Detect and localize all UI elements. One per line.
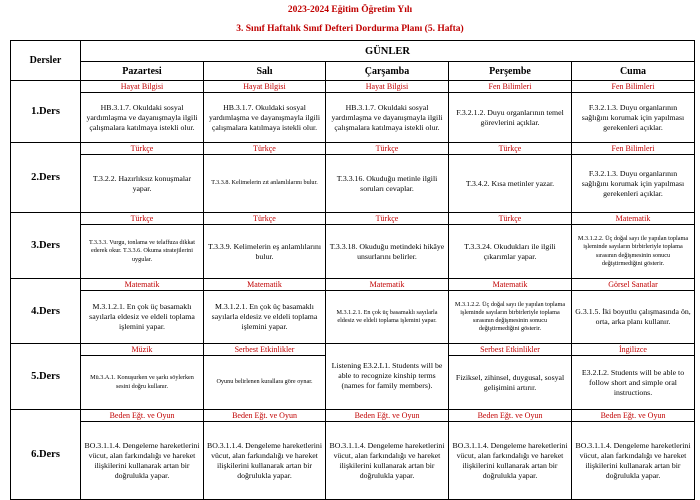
lesson-label: 4.Ders — [11, 279, 81, 344]
subject-label: Beden Eğt. ve Oyun — [572, 410, 694, 422]
plan-cell — [204, 410, 326, 500]
objective-text: BO.3.1.1.4. Dengeleme hareketlerini vücut, alan farkındalığı ve hareket ilişkilerini kullanarak artan bir doğrulukla yapar. — [575, 440, 691, 480]
day-header-thursday: Perşembe — [449, 62, 572, 81]
lesson-label: 1.Ders — [11, 81, 81, 143]
subject-label: Beden Eğt. ve Oyun — [204, 410, 325, 422]
document-title: 2023-2024 Eğitim Öğretim Yılı — [287, 5, 413, 15]
subject-label: Beden Eğt. ve Oyun — [326, 410, 448, 422]
header-row-gunler — [11, 41, 695, 62]
header-row-days — [11, 62, 695, 81]
subject-label: Fen Bilimleri — [449, 81, 571, 93]
lesson-row — [11, 143, 695, 213]
header-gunler: GÜNLER — [81, 41, 695, 62]
plan-cell — [326, 279, 449, 344]
subject-label: Görsel Sanatlar — [572, 279, 694, 291]
objective-text: Mü.3.A.1. Konuşurken ve şarkı söylerken sesini doğru kullanır. — [90, 374, 194, 390]
subject-label: Fen Bilimleri — [572, 81, 694, 93]
subject-label: Matematik — [204, 279, 325, 291]
objective-text: T.3.3.24. Okudukları ile ilgili çıkarımlar yapar. — [464, 241, 556, 261]
subject-label: Müzik — [81, 344, 203, 356]
objective-text: Oyunu belirlenen kurallara göre oynar. — [216, 378, 313, 386]
objective-text: G.3.1.5. İki boyutlu çalışmasında ön, orta, arka planı kullanır. — [575, 307, 691, 326]
objective-text: BO.3.1.1.4. Dengeleme hareketlerini vücut, alan farkındalığı ve hareket ilişkilerini kullanarak artan bir doğrulukla yapar. — [207, 440, 322, 480]
objective-text: T.3.3.3. Vurgu, tonlama ve telaffuza dikkat ederek okur. T.3.3.6. Okuma stratejilerini uygular. — [88, 239, 196, 263]
subject-label: Hayat Bilgisi — [204, 81, 325, 93]
objective-text: E3.2.L2. Students will be able to follow short and simple oral instructions. — [581, 367, 685, 397]
plan-cell — [204, 279, 326, 344]
objective-text: M.3.1.2.1. En çok üç basamaklı sayılarla eldesiz ve eldeli toplama işlemini yapar. — [211, 302, 318, 331]
objective-text: T.3.4.2. Kısa metinler yazar. — [465, 178, 555, 188]
objective-text: M.3.1.2.2. Üç doğal sayı ile yapılan toplama işleminde sayıların birbirleriyle toplama sırasının değişmesinin sonucu değiştirmediğini gösterir. — [577, 235, 689, 267]
lesson-row — [11, 344, 695, 410]
plan-cell — [449, 213, 572, 279]
day-header-monday: Pazartesi — [81, 62, 204, 81]
subject-label: Beden Eğt. ve Oyun — [449, 410, 571, 422]
plan-cell — [204, 344, 326, 410]
plan-cell — [81, 81, 204, 143]
weekly-plan-table — [10, 40, 695, 500]
subject-label: Türkçe — [449, 143, 571, 155]
subject-label: Hayat Bilgisi — [81, 81, 203, 93]
plan-cell — [326, 213, 449, 279]
objective-text: T.3.3.8. Kelimelerin zıt anlamlılarını bulur. — [211, 179, 318, 187]
subject-label: Türkçe — [204, 143, 325, 155]
subject-label: Matematik — [572, 213, 694, 225]
lesson-row — [11, 213, 695, 279]
subject-label: Türkçe — [326, 143, 448, 155]
objective-text: HB.3.1.7. Okuldaki sosyal yardımlaşma ve dayanışmayla ilgili çalışmalara katılmaya istekli olur. — [208, 102, 321, 132]
lesson-label: 6.Ders — [11, 410, 81, 500]
day-header-tuesday: Salı — [204, 62, 326, 81]
subject-label: Matematik — [81, 279, 203, 291]
plan-cell — [81, 213, 204, 279]
subject-label: Matematik — [326, 279, 448, 291]
lesson-row — [11, 279, 695, 344]
lesson-label: 5.Ders — [11, 344, 81, 410]
day-header-friday: Cuma — [572, 62, 695, 81]
plan-cell — [572, 344, 695, 410]
objective-text: Listening E3.2.L1. Students will be able to recognize kinship terms (names for family members). — [331, 361, 443, 390]
subject-label: Fen Bilimleri — [572, 143, 694, 155]
plan-cell — [326, 143, 449, 213]
plan-cell — [204, 213, 326, 279]
subject-label: Türkçe — [449, 213, 571, 225]
subject-label: Türkçe — [81, 143, 203, 155]
objective-text: F.3.2.1.2. Duyu organlarının temel görevlerini açıklar. — [456, 107, 564, 127]
lesson-label: 2.Ders — [11, 143, 81, 213]
objective-text: T.3.3.18. Okuduğu metindeki hikâye unsurlarını belirler. — [329, 241, 445, 261]
plan-cell — [326, 344, 449, 410]
objective-text: BO.3.1.1.4. Dengeleme hareketlerini vücut, alan farkındalığı ve hareket ilişkilerini kullanarak artan bir doğrulukla yapar. — [329, 440, 445, 480]
plan-cell — [572, 213, 695, 279]
plan-cell — [449, 410, 572, 500]
day-header-wednesday: Çarşamba — [326, 62, 449, 81]
plan-cell — [449, 81, 572, 143]
plan-cell — [326, 410, 449, 500]
plan-cell — [81, 410, 204, 500]
plan-cell — [204, 81, 326, 143]
subject-label: Matematik — [449, 279, 571, 291]
objective-text: HB.3.1.7. Okuldaki sosyal yardımlaşma ve dayanışmayla ilgili çalışmalara katılmaya istekli olur. — [86, 102, 198, 132]
plan-cell — [81, 143, 204, 213]
subject-label: Serbest Etkinlikler — [204, 344, 325, 356]
document-subtitle: 3. Sınıf Haftalık Sınıf Defteri Dordurma Planı (5. Hafta) — [236, 24, 464, 34]
objective-text: M.3.1.2.1. En çok üç basamaklı sayılarla eldesiz ve eldeli toplama işlemini yapar. — [336, 308, 438, 324]
objective-text: BO.3.1.1.4. Dengeleme hareketlerini vücut, alan farkındalığı ve hareket ilişkilerini kullanarak artan bir doğrulukla yapar. — [84, 440, 200, 480]
objective-text: T.3.2.2. Hazırlıksız konuşmalar yapar. — [92, 173, 192, 193]
lesson-label: 3.Ders — [11, 213, 81, 279]
subject-label: İngilizce — [572, 344, 694, 356]
objective-text: T.3.3.16. Okuduğu metinle ilgili soruları cevaplar. — [336, 173, 438, 193]
plan-cell — [449, 344, 572, 410]
objective-text: Fiziksel, zihinsel, duygusal, sosyal gelişimini artırır. — [455, 372, 565, 392]
plan-cell — [572, 143, 695, 213]
header-dersler: Dersler — [11, 41, 81, 81]
objective-text: M.3.1.2.2. Üç doğal sayı ile yapılan toplama işleminde sayıların birbirleriyle toplama sırasının değişmesinin sonucu değiştirmediğini gösterir. — [454, 300, 566, 333]
plan-cell — [572, 410, 695, 500]
objective-text: T.3.3.9. Kelimelerin eş anlamlılarını bulur. — [207, 241, 322, 261]
objective-text: F.3.2.1.3. Duyu organlarının sağlığını korumak için yapılması gerekenleri açıklar. — [581, 102, 685, 132]
subject-label: Türkçe — [326, 213, 448, 225]
subject-label: Türkçe — [81, 213, 203, 225]
subject-label: Beden Eğt. ve Oyun — [81, 410, 203, 422]
lesson-row — [11, 410, 695, 500]
plan-cell — [572, 81, 695, 143]
plan-cell — [204, 143, 326, 213]
plan-cell — [81, 344, 204, 410]
plan-cell — [449, 279, 572, 344]
subject-label: Hayat Bilgisi — [326, 81, 448, 93]
objective-text: HB.3.1.7. Okuldaki sosyal yardımlaşma ve dayanışmayla ilgili çalışmalara katılmaya istekli olur. — [331, 102, 443, 132]
objective-text: F.3.2.1.3. Duyu organlarının sağlığını korumak için yapılması gerekenleri açıklar. — [581, 168, 685, 198]
plan-cell — [326, 81, 449, 143]
subject-label: Serbest Etkinlikler — [449, 344, 571, 356]
plan-cell — [81, 279, 204, 344]
objective-text: BO.3.1.1.4. Dengeleme hareketlerini vücut, alan farkındalığı ve hareket ilişkilerini kullanarak artan bir doğrulukla yapar. — [452, 440, 568, 480]
objective-text: M.3.1.2.1. En çok üç basamaklı sayılarla eldesiz ve eldeli toplama işlemini yapar. — [89, 302, 195, 331]
plan-cell — [449, 143, 572, 213]
subject-label: Türkçe — [204, 213, 325, 225]
lesson-row — [11, 81, 695, 143]
plan-cell — [572, 279, 695, 344]
